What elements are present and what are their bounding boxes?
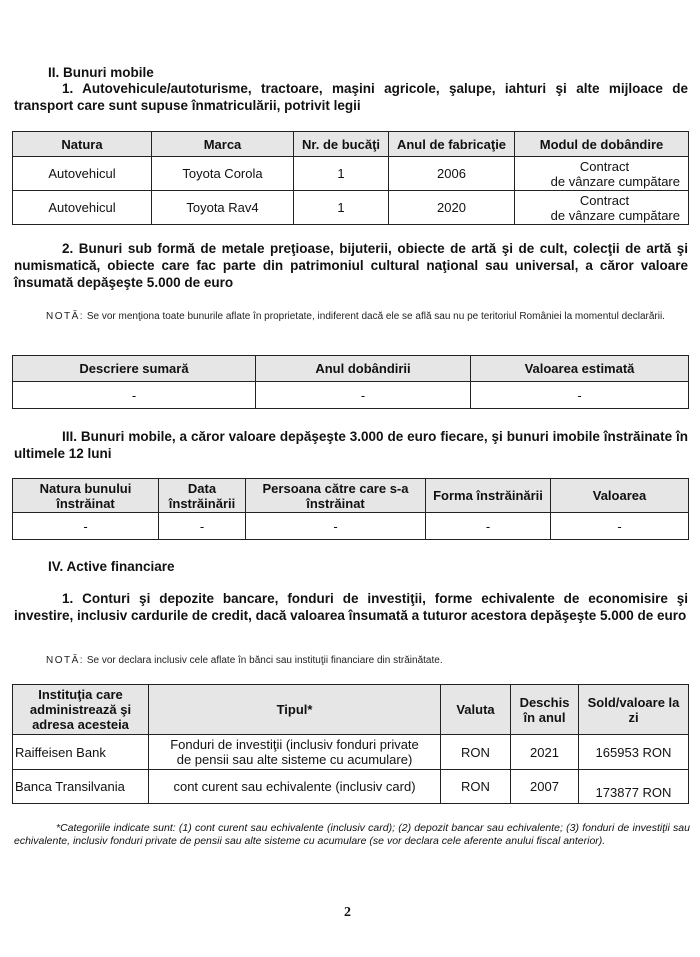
vehicles-header-row — [13, 132, 689, 157]
cell-line: Contract — [579, 158, 630, 174]
table-cell: RON — [441, 735, 511, 770]
col-header: Data înstrăinării — [159, 479, 246, 513]
col-header: Persoana către care s-a înstrăinat — [246, 479, 426, 513]
alienated-table — [12, 478, 689, 540]
accounts-header-row — [13, 685, 689, 735]
note-label: NOTĂ: — [46, 655, 85, 666]
table-cell: - — [426, 513, 551, 540]
table-row — [13, 735, 689, 770]
table-cell: 165953 RON — [579, 735, 689, 770]
vehicles-table — [12, 131, 689, 225]
table-cell: - — [471, 382, 689, 409]
cell-line: de vânzare cumpătare — [550, 207, 680, 223]
table-cell: - — [246, 513, 426, 540]
table-cell: cont curent sau echivalente (inclusiv card) — [149, 770, 441, 804]
col-header: Anul de fabricaţie — [389, 132, 515, 157]
table-cell: - — [13, 382, 256, 409]
table-cell: 1 — [294, 157, 389, 191]
table-cell: 2020 — [389, 191, 515, 225]
table-cell: Raiffeisen Bank — [13, 735, 149, 770]
valuables-heading: 2. Bunuri sub formă de metale preţioase, bijuterii, obiecte de artă şi de cult, colecţii de artă şi numismatică, obiecte care fac parte din patrimoniul cultural naţional sau universal, a căror valoare însumată depăşeşte 5.000 de euro — [14, 241, 688, 290]
footnote: *Categoriile indicate sunt: (1) cont curent sau echivalente (inclusiv card); (2) depozit bancar sau echivalente; (3) fonduri de investiţii sau echivalente, inclusiv fonduri private de pensii sau alte sisteme cu acumulare (se vor declara cele aferente anului fiscal anterior). — [14, 822, 690, 847]
alienated-header-row — [13, 479, 689, 513]
table-row — [13, 513, 689, 540]
note-label: NOTĂ: — [46, 311, 85, 322]
table-cell: RON — [441, 770, 511, 804]
accounts-heading: 1. Conturi şi depozite bancare, fonduri de investiţii, forme echivalente de economisire şi investire, inclusiv cardurile de credit, dacă valoarea însumată a tuturor acestora depăşeşte 5.000 de euro — [14, 591, 688, 623]
accounts-note — [46, 654, 690, 667]
table-cell — [515, 191, 689, 225]
vehicles-heading: 1. Autovehicule/autoturisme, tractoare, maşini agricole, şalupe, iahturi şi alte mijloace de transport care sunt supuse înmatriculării, potrivit legii — [14, 81, 688, 113]
col-header: Deschis în anul — [511, 685, 579, 735]
col-header: Tipul* — [149, 685, 441, 735]
valuables-table — [12, 355, 689, 409]
col-header: Forma înstrăinării — [426, 479, 551, 513]
table-row — [13, 157, 689, 191]
note-text: Se vor menţiona toate bunurile aflate în proprietate, indiferent dacă ele se află sau nu pe teritoriul României la momentul declarării. — [86, 311, 665, 322]
table-cell: - — [159, 513, 246, 540]
col-header: Valoarea — [551, 479, 689, 513]
col-header: Descriere sumară — [13, 356, 256, 382]
col-header: Instituţia care administrează şi adresa acesteia — [13, 685, 149, 735]
table-cell: 1 — [294, 191, 389, 225]
table-cell — [515, 157, 689, 191]
col-header: Marca — [152, 132, 294, 157]
col-header: Valuta — [441, 685, 511, 735]
table-cell: - — [13, 513, 159, 540]
table-cell: Toyota Corola — [152, 157, 294, 191]
col-header: Natura bunului înstrăinat — [13, 479, 159, 513]
page-number: 2 — [344, 905, 351, 920]
cell-line: de pensii sau alte sisteme cu acumulare) — [176, 752, 413, 767]
section-4-heading: IV. Active financiare — [48, 559, 175, 574]
table-row — [13, 191, 689, 225]
table-cell: 173877 RON — [579, 770, 689, 804]
col-header: Sold/valoare la zi — [579, 685, 689, 735]
col-header: Valoarea estimată — [471, 356, 689, 382]
table-cell: 2021 — [511, 735, 579, 770]
note-text: Se vor declara inclusiv cele aflate în bănci sau instituţii financiare din străinătate. — [86, 655, 443, 666]
table-cell: - — [551, 513, 689, 540]
section-2-heading: II. Bunuri mobile — [48, 65, 154, 80]
col-header: Nr. de bucăţi — [294, 132, 389, 157]
valuables-note — [14, 310, 690, 323]
accounts-table — [12, 684, 689, 804]
table-row — [13, 382, 689, 409]
table-cell: - — [256, 382, 471, 409]
valuables-header-row — [13, 356, 689, 382]
col-header: Anul dobândirii — [256, 356, 471, 382]
section-3-heading: III. Bunuri mobile, a căror valoare depăşeşte 3.000 de euro fiecare, şi bunuri imobile înstrăinate în ultimele 12 luni — [14, 429, 688, 461]
cell-line: Contract — [579, 192, 630, 208]
cell-line: de vânzare cumpătare — [550, 173, 680, 189]
cell-line: Fonduri de investiţii (inclusiv fonduri private — [170, 737, 419, 752]
table-cell: Autovehicul — [13, 191, 152, 225]
col-header: Modul de dobândire — [515, 132, 689, 157]
table-cell: 2006 — [389, 157, 515, 191]
col-header: Natura — [13, 132, 152, 157]
table-cell: 2007 — [511, 770, 579, 804]
table-cell: Toyota Rav4 — [152, 191, 294, 225]
table-row — [13, 770, 689, 804]
table-cell: Autovehicul — [13, 157, 152, 191]
table-cell — [149, 735, 441, 770]
table-cell: Banca Transilvania — [13, 770, 149, 804]
